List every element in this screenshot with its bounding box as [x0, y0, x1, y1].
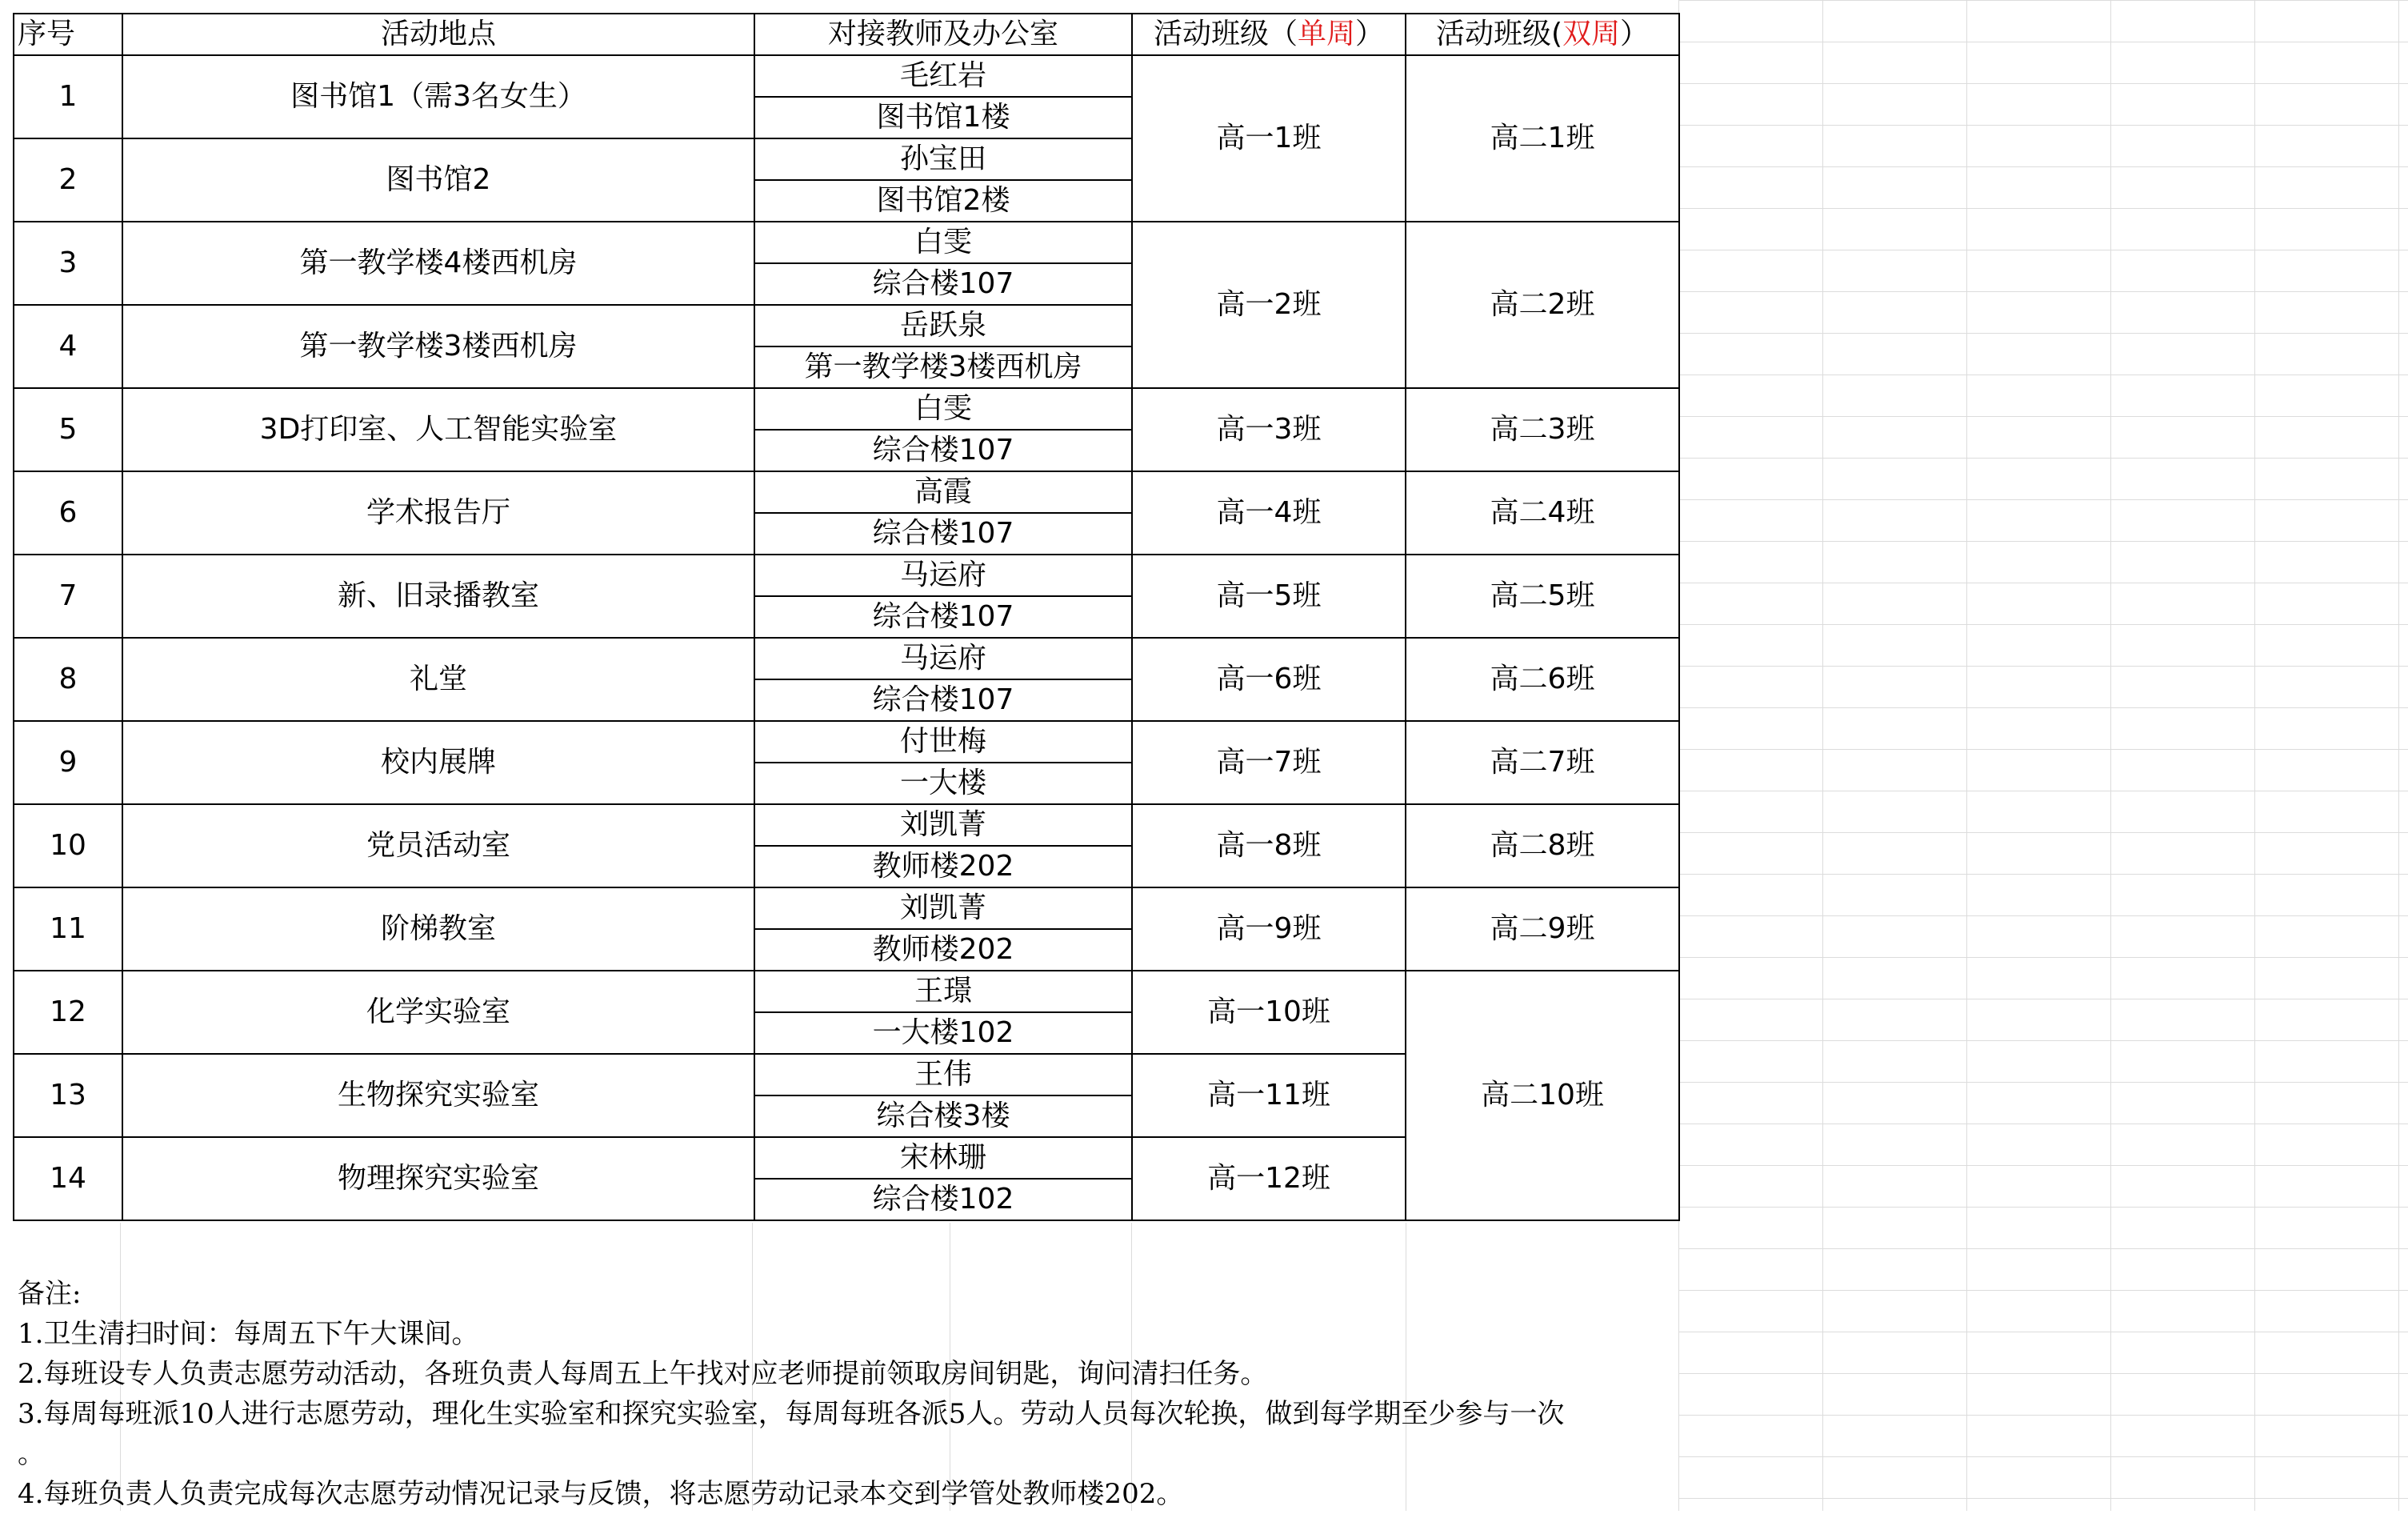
row-office: 第一教学楼3楼西机房: [754, 346, 1132, 388]
row-index: 7: [14, 555, 122, 638]
row-teacher: 刘凯菁: [754, 804, 1132, 846]
class-even-week: 高二10班: [1406, 971, 1679, 1220]
row-office: 综合楼107: [754, 263, 1132, 305]
row-location: 学术报告厅: [122, 471, 754, 555]
notes-section: [18, 1274, 1674, 1514]
row-teacher: 王璟: [754, 971, 1132, 1012]
class-odd-week: 高一1班: [1132, 55, 1406, 222]
note-line-3: 3.每周每班派10人进行志愿劳动，理化生实验室和探究实验室，每周每班各派5人。劳动人员每次轮换，做到每学期至少参与一次: [18, 1398, 1565, 1430]
row-office: 综合楼107: [754, 679, 1132, 721]
header-teacher-office: 对接教师及办公室: [754, 14, 1132, 55]
row-index: 6: [14, 471, 122, 555]
note-line-3-continued: 。: [18, 1438, 45, 1470]
row-teacher: 毛红岩: [754, 55, 1132, 97]
row-index: 9: [14, 721, 122, 804]
class-odd-week: 高一6班: [1132, 638, 1406, 721]
row-office: 综合楼107: [754, 596, 1132, 638]
header-location: 活动地点: [122, 14, 754, 55]
class-even-week: 高二1班: [1406, 55, 1679, 222]
row-location: 第一教学楼4楼西机房: [122, 222, 754, 305]
row-office: 综合楼3楼: [754, 1095, 1132, 1137]
class-even-week: 高二8班: [1406, 804, 1679, 887]
class-even-week: 高二5班: [1406, 555, 1679, 638]
row-office: 图书馆2楼: [754, 180, 1132, 222]
row-office: 教师楼202: [754, 929, 1132, 971]
row-location: 3D打印室、人工智能实验室: [122, 388, 754, 471]
table-row: [14, 638, 1679, 679]
row-location: 校内展牌: [122, 721, 754, 804]
row-teacher: 马运府: [754, 638, 1132, 679]
row-index: 14: [14, 1137, 122, 1220]
row-teacher: 宋林珊: [754, 1137, 1132, 1179]
row-index: 3: [14, 222, 122, 305]
class-odd-week: 高一9班: [1132, 887, 1406, 971]
row-office: 图书馆1楼: [754, 97, 1132, 138]
class-odd-week: 高一3班: [1132, 388, 1406, 471]
row-location: 阶梯教室: [122, 887, 754, 971]
class-odd-week: 高一2班: [1132, 222, 1406, 388]
class-even-week: 高二6班: [1406, 638, 1679, 721]
row-location: 礼堂: [122, 638, 754, 721]
row-location: 第一教学楼3楼西机房: [122, 305, 754, 388]
row-index: 5: [14, 388, 122, 471]
row-office: 综合楼107: [754, 430, 1132, 471]
row-index: 13: [14, 1054, 122, 1137]
header-row: [14, 14, 1679, 55]
row-location: 图书馆1（需3名女生）: [122, 55, 754, 138]
row-index: 10: [14, 804, 122, 887]
class-odd-week: 高一5班: [1132, 555, 1406, 638]
row-office: 综合楼107: [754, 513, 1132, 555]
row-teacher: 白雯: [754, 222, 1132, 263]
header-class-even-week: 活动班级(双周）: [1406, 14, 1679, 55]
class-even-week: 高二4班: [1406, 471, 1679, 555]
row-location: 新、旧录播教室: [122, 555, 754, 638]
row-index: 8: [14, 638, 122, 721]
table-row: [14, 721, 1679, 763]
table-row: [14, 971, 1679, 1012]
row-location: 生物探究实验室: [122, 1054, 754, 1137]
row-teacher: 刘凯菁: [754, 887, 1132, 929]
class-odd-week: 高一8班: [1132, 804, 1406, 887]
row-index: 1: [14, 55, 122, 138]
table-row: [14, 222, 1679, 263]
row-location: 物理探究实验室: [122, 1137, 754, 1220]
table-row: [14, 55, 1679, 97]
row-teacher: 高霞: [754, 471, 1132, 513]
table-row: [14, 471, 1679, 513]
row-location: 图书馆2: [122, 138, 754, 222]
class-odd-week: 高一10班: [1132, 971, 1406, 1054]
row-location: 化学实验室: [122, 971, 754, 1054]
header-class-odd-week: 活动班级（单周）: [1132, 14, 1406, 55]
row-teacher: 岳跃泉: [754, 305, 1132, 346]
row-office: 一大楼: [754, 763, 1132, 804]
table-row: [14, 555, 1679, 596]
activity-schedule-table: [13, 13, 1680, 1221]
class-odd-week: 高一7班: [1132, 721, 1406, 804]
notes-title: 备注:: [18, 1278, 82, 1310]
class-even-week: 高二3班: [1406, 388, 1679, 471]
row-index: 2: [14, 138, 122, 222]
note-line-4: 4.每班负责人负责完成每次志愿劳动情况记录与反馈，将志愿劳动记录本交到学管处教师楼202。: [18, 1478, 1184, 1510]
class-odd-week: 高一11班: [1132, 1054, 1406, 1137]
row-index: 4: [14, 305, 122, 388]
row-teacher: 马运府: [754, 555, 1132, 596]
note-line-1: 1.卫生清扫时间：每周五下午大课间。: [18, 1318, 479, 1350]
spreadsheet-grid: [1678, 0, 2408, 1511]
class-even-week: 高二7班: [1406, 721, 1679, 804]
row-office: 一大楼102: [754, 1012, 1132, 1054]
table-row: [14, 887, 1679, 929]
row-office: 综合楼102: [754, 1179, 1132, 1220]
table-row: [14, 804, 1679, 846]
note-line-2: 2.每班设专人负责志愿劳动活动，各班负责人每周五上午找对应老师提前领取房间钥匙，询问清扫任务。: [18, 1358, 1268, 1390]
row-teacher: 孙宝田: [754, 138, 1132, 180]
table-row: [14, 388, 1679, 430]
header-index: 序号: [14, 14, 122, 55]
class-even-week: 高二2班: [1406, 222, 1679, 388]
row-teacher: 付世梅: [754, 721, 1132, 763]
class-odd-week: 高一4班: [1132, 471, 1406, 555]
class-odd-week: 高一12班: [1132, 1137, 1406, 1220]
row-index: 11: [14, 887, 122, 971]
class-even-week: 高二9班: [1406, 887, 1679, 971]
row-location: 党员活动室: [122, 804, 754, 887]
row-office: 教师楼202: [754, 846, 1132, 887]
row-teacher: 白雯: [754, 388, 1132, 430]
row-index: 12: [14, 971, 122, 1054]
row-teacher: 王伟: [754, 1054, 1132, 1095]
